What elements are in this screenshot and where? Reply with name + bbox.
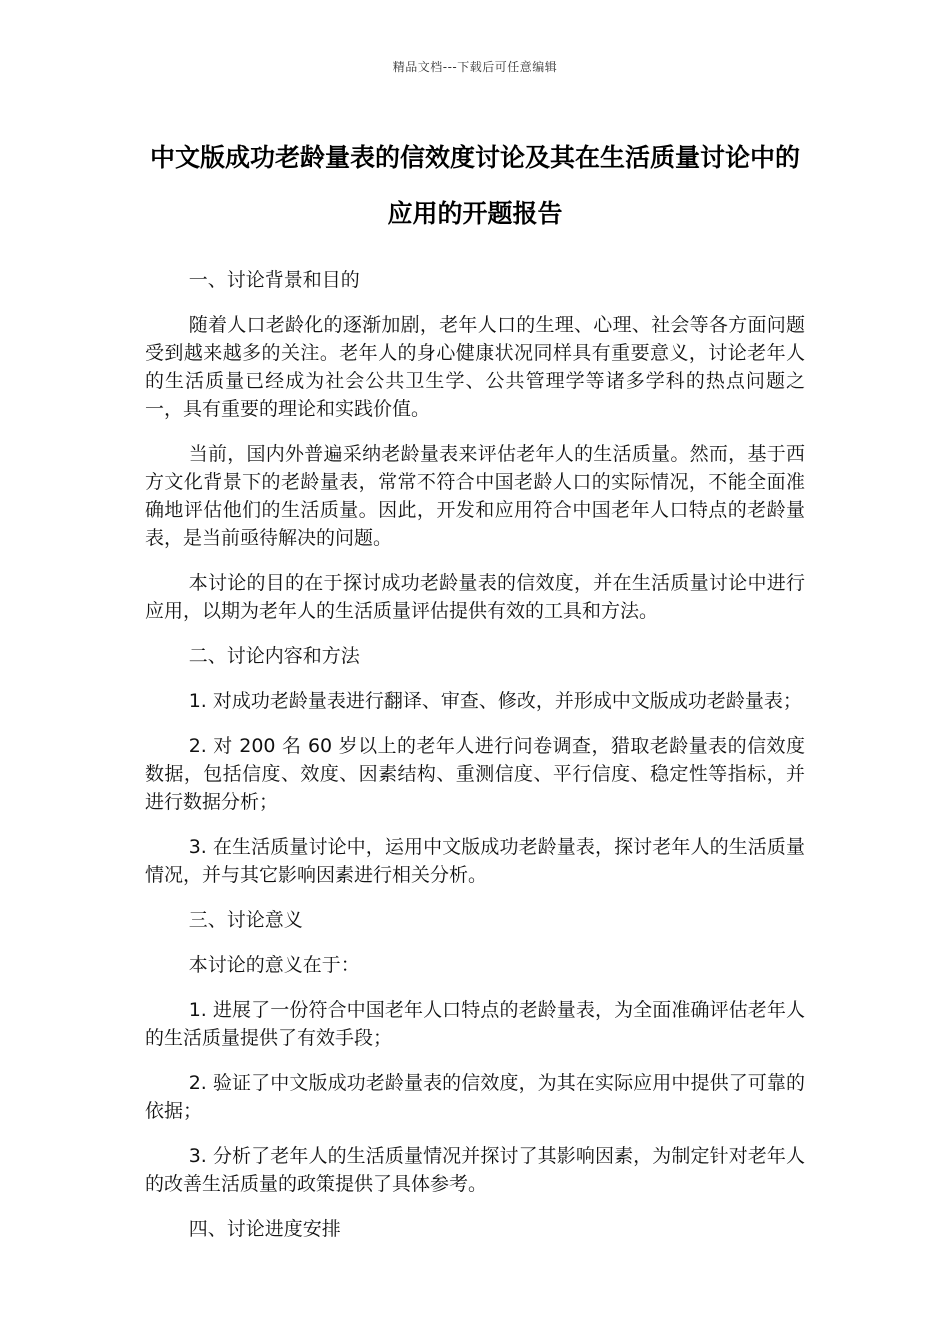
section-heading-schedule: 四、讨论进度安排 [188,1218,341,1240]
section-heading-significance: 三、讨论意义 [188,909,303,931]
list-item: 1. 进展了一份符合中国老年人口特点的老龄量表，为全面准确评估老年人的生活质量提供了有效手段； [145,999,805,1049]
header-note: 精品文档---下载后可任意编辑 [392,60,558,74]
section-heading-content-methods: 二、讨论内容和方法 [188,645,360,667]
list-item: 1. 对成功老龄量表进行翻译、审查、修改，并形成中文版成功老龄量表； [188,690,802,712]
list-item: 3. 在生活质量讨论中，运用中文版成功老龄量表，探讨老年人的生活质量情况，并与其它影响因素进行相关分析。 [145,836,805,886]
document-body [145,266,805,1260]
paragraph: 本讨论的目的在于探讨成功老龄量表的信效度，并在生活质量讨论中进行应用，以期为老年人的生活质量评估提供有效的工具和方法。 [145,572,805,622]
section-heading-background: 一、讨论背景和目的 [188,269,360,291]
list-item: 2. 验证了中文版成功老龄量表的信效度，为其在实际应用中提供了可靠的依据； [145,1072,805,1122]
list-item: 3. 分析了老年人的生活质量情况并探讨了其影响因素，为制定针对老年人的改善生活质量的政策提供了具体参考。 [145,1145,805,1195]
paragraph: 当前，国内外普遍采纳老龄量表来评估老年人的生活质量。然而，基于西方文化背景下的老龄量表，常常不符合中国老龄人口的实际情况，不能全面准确地评估他们的生活质量。因此，开发和应用符合中国老年人口特点的老龄量表，是当前亟待解决的问题。 [145,443,805,549]
document-title: 中文版成功老龄量表的信效度讨论及其在生活质量讨论中的应用的开题报告 [149,143,800,228]
paragraph: 本讨论的意义在于： [188,954,360,976]
list-item: 2. 对 200 名 60 岁以上的老年人进行问卷调查，猎取老龄量表的信效度数据，包括信度、效度、因素结构、重测信度、平行信度、稳定性等指标，并进行数据分析； [145,735,805,813]
paragraph: 随着人口老龄化的逐渐加剧，老年人口的生理、心理、社会等各方面问题受到越来越多的关注。老年人的身心健康状况同样具有重要意义，讨论老年人的生活质量已经成为社会公共卫生学、公共管理学等诸多学科的热点问题之一，具有重要的理论和实践价值。 [145,314,805,420]
